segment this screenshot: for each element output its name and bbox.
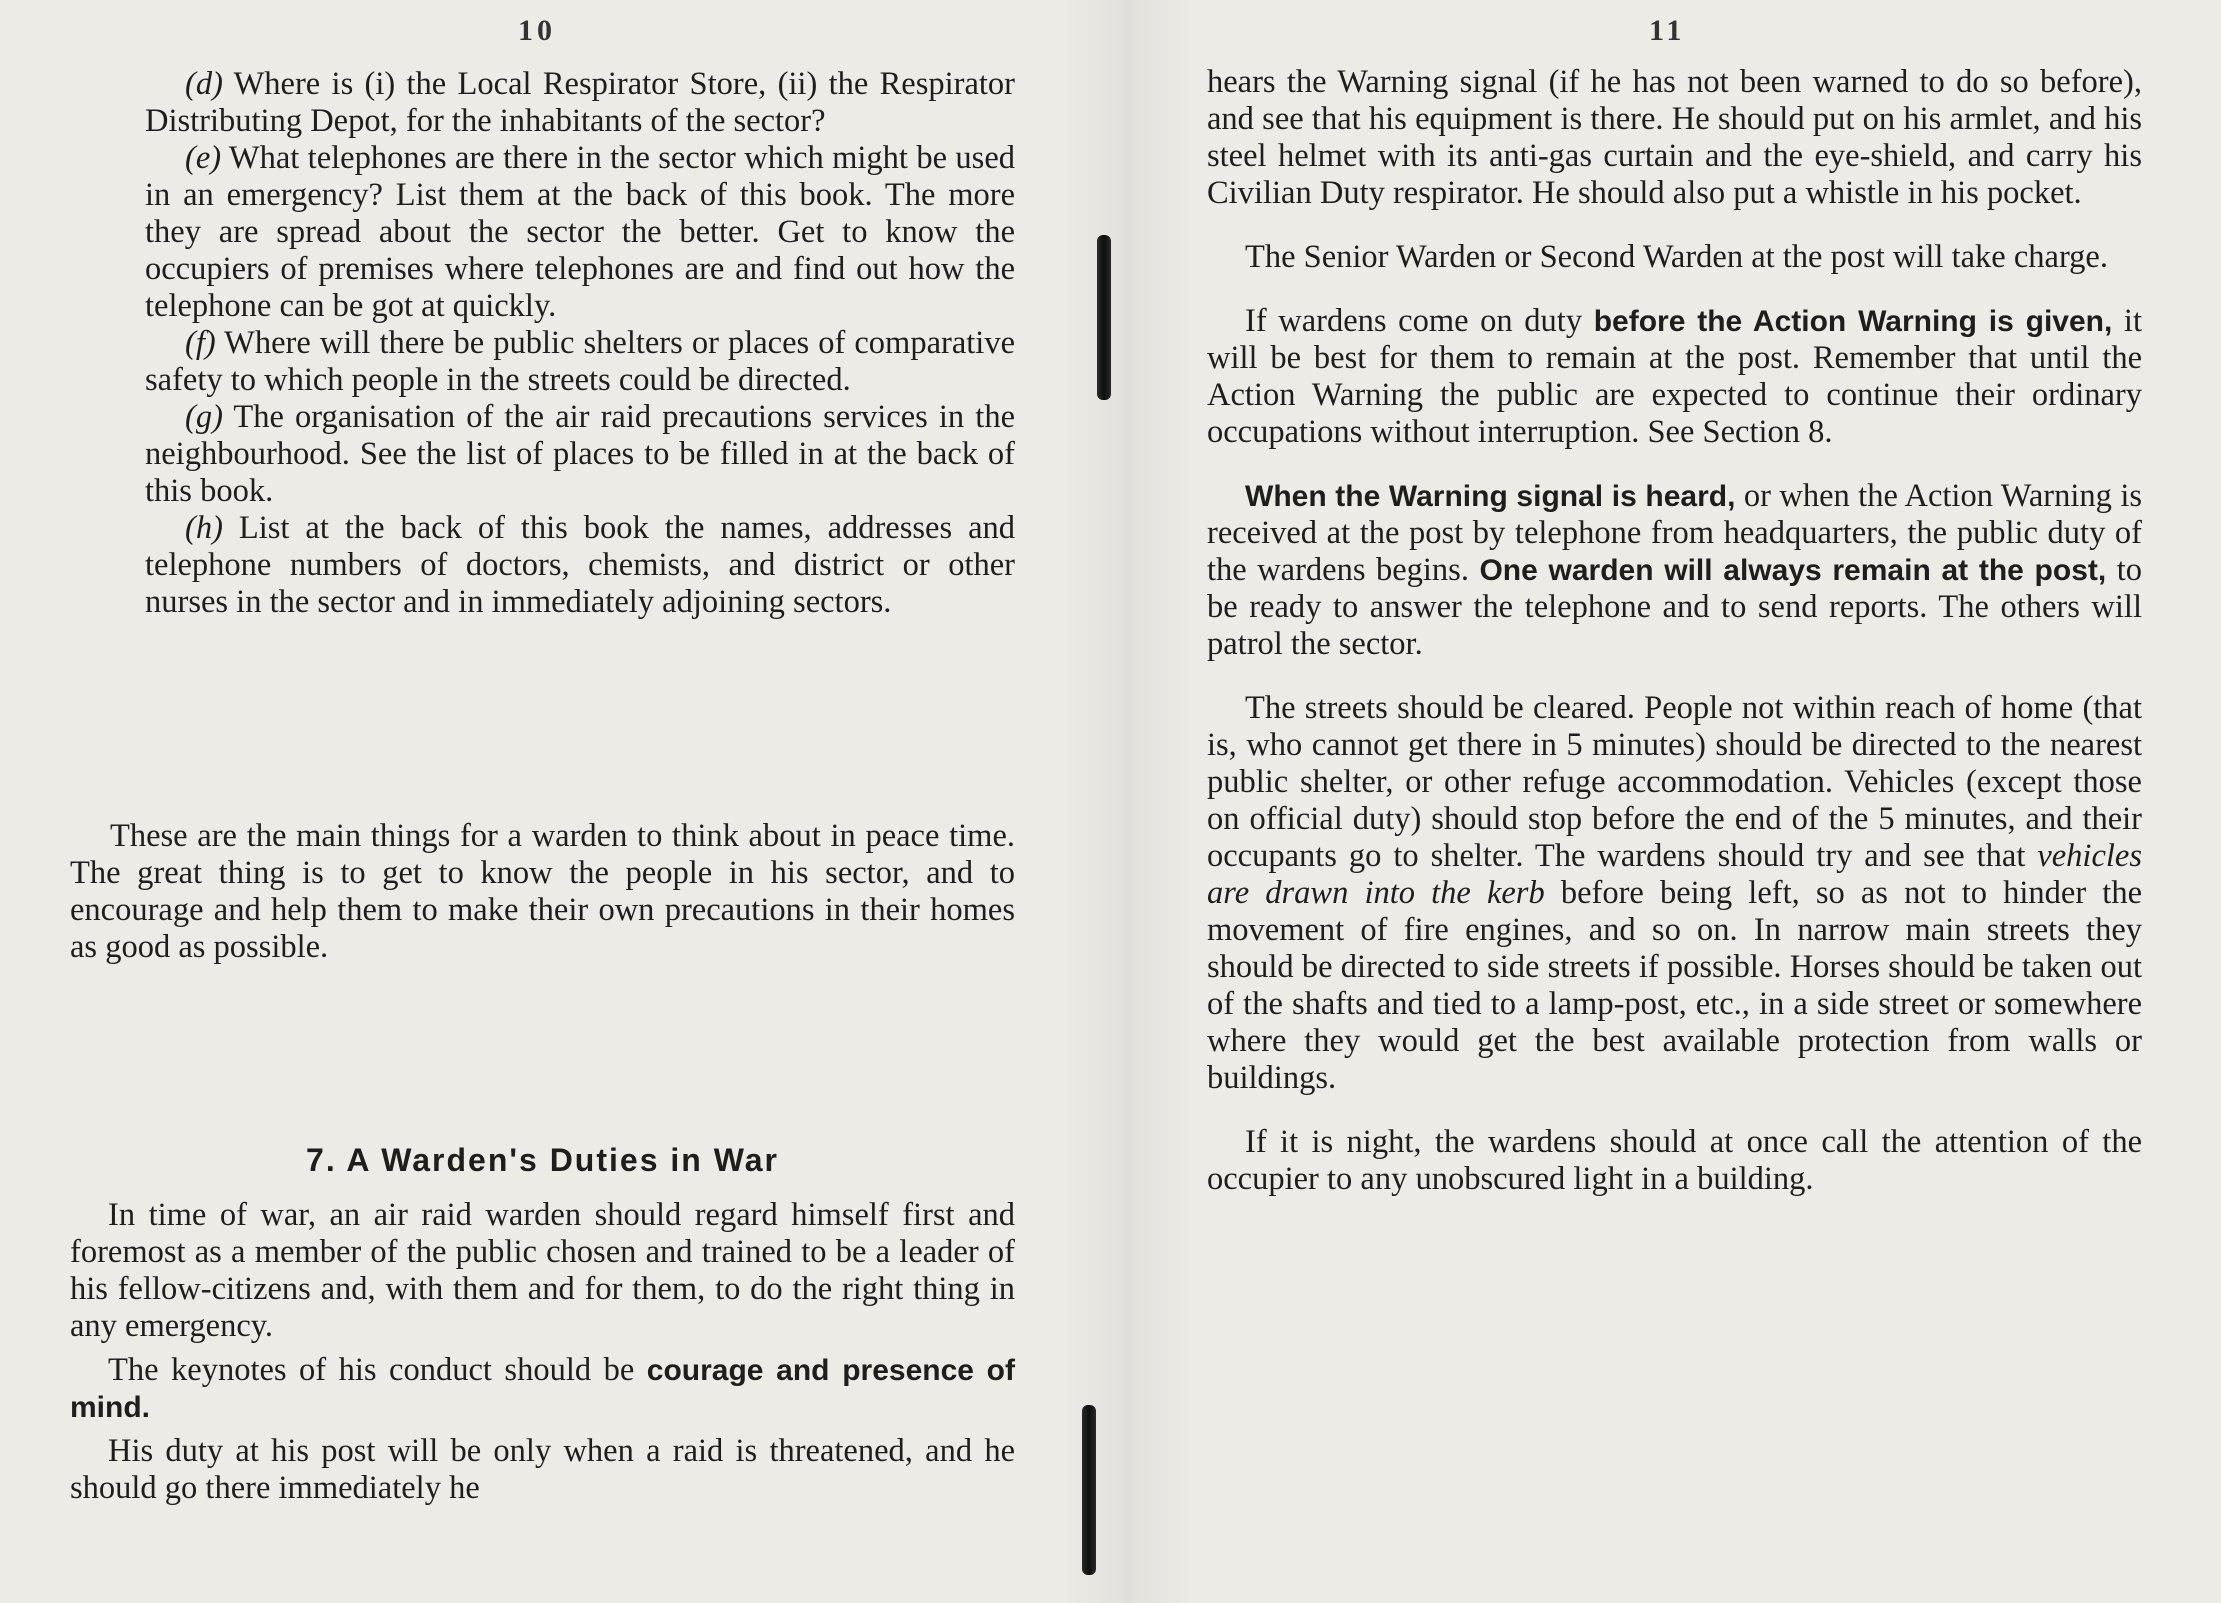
right-paragraph-4	[1207, 478, 2142, 663]
item-e-marker: (e)	[185, 140, 222, 176]
item-d-marker: (d)	[185, 66, 223, 102]
item-h	[145, 510, 1015, 621]
right-paragraph-5	[1207, 690, 2142, 1097]
item-d-text: Where is (i) the Local Respirator Store, (ii) the Respirator Distributing Depot, for the inhabitants of the sector?	[145, 66, 1015, 139]
right-paragraph-6: If it is night, the wardens should at once call the attention of the occupier to any unobscured light in a building.	[1207, 1124, 2142, 1197]
staple-top	[1097, 235, 1111, 400]
item-g	[145, 399, 1015, 510]
war-paragraph-3: His duty at his post will be only when a raid is threatened, and he should go there immediately he	[70, 1433, 1015, 1506]
war-paragraph-2-bold: courage and presence of mind.	[70, 1354, 1015, 1424]
right-paragraph-3-start: If wardens come on duty	[1245, 303, 1594, 339]
right-paragraph-4-end: to be ready to answer the telephone and to send reports. The others will patrol the sector.	[1207, 552, 2142, 662]
item-e	[145, 140, 1015, 325]
item-f	[145, 325, 1015, 399]
item-e-text: What telephones are there in the sector which might be used in an emergency? List them at the back of this book. The more they are spread about the sector the better. Get to know the occupiers of premises where telephones are and find out how the telephone can be got at quickly.	[145, 140, 1015, 324]
right-paragraph-2: The Senior Warden or Second Warden at the post will take charge.	[1245, 239, 2108, 275]
left-item-list	[145, 66, 1015, 621]
peace-time-summary: These are the main things for a warden to think about in peace time. The great thing is to get to know the people in his sector, and to encourage and help them to make their own precautions in their homes as good as possible.	[70, 818, 1015, 965]
war-duties-text	[70, 1197, 1015, 1514]
section-heading: 7. A Warden's Duties in War	[306, 1142, 779, 1178]
item-d	[145, 66, 1015, 140]
item-g-text: The organisation of the air raid precautions services in the neighbourhood. See the list of places to be filled in at the back of this book.	[145, 399, 1015, 509]
war-paragraph-2-start: The keynotes of his conduct should be	[108, 1352, 647, 1388]
item-h-marker: (h)	[185, 510, 223, 546]
right-paragraph-4-bold-2: One warden will always remain at the post,	[1479, 554, 2107, 587]
right-paragraph-5-end: before being left, so as not to hinder the movement of fire engines, and so on. In narrow main streets they should be directed to side streets if possible. Horses should be taken out of the shafts and tied to a lamp-post, etc., in a side street or somewhere where they would get the best available protection from walls or buildings.	[1207, 875, 2142, 1096]
right-paragraph-4-mid: or when the Action Warning is received at the post by telephone from headquarters, the public duty of the wardens begins.	[1207, 478, 2143, 588]
right-paragraph-3-bold: before the Action Warning is given,	[1593, 305, 2113, 338]
right-paragraph-5-italic: vehicles are drawn into the kerb	[1207, 838, 2142, 911]
right-page-text	[1207, 64, 2142, 1225]
right-paragraph-1: hears the Warning signal (if he has not been warned to do so before), and see that his equipment is there. He should put on his armlet, and his steel helmet with its anti-gas curtain and the eye-shield, and carry his Civilian Duty respirator. He should also put a whistle in his pocket.	[1207, 64, 2142, 211]
item-f-marker: (f)	[185, 325, 216, 361]
war-paragraph-1: In time of war, an air raid warden should regard himself first and foremost as a member of the public chosen and trained to be a leader of his fellow-citizens and, with them and for them, to do the right thing in any emergency.	[70, 1197, 1015, 1344]
right-page-number: 11	[1649, 14, 1686, 47]
war-paragraph-2	[70, 1352, 1015, 1426]
left-page-number: 10	[518, 14, 556, 47]
item-h-text: List at the back of this book the names, addresses and telephone numbers of doctors, chemists, and district or other nurses in the sector and in immediately adjoining sectors.	[145, 510, 1015, 620]
right-paragraph-3	[1207, 303, 2142, 451]
right-paragraph-4-bold-1: When the Warning signal is heard,	[1245, 480, 1736, 513]
right-paragraph-3-end: it will be best for them to remain at the post. Remember that until the Action Warning the public are expected to continue their ordinary occupations without interruption. See Section 8.	[1207, 303, 2142, 450]
item-f-text: Where will there be public shelters or places of comparative safety to which people in the streets could be directed.	[145, 325, 1015, 398]
item-g-marker: (g)	[185, 399, 223, 435]
right-paragraph-5-start: The streets should be cleared. People not within reach of home (that is, who cannot get there in 5 minutes) should be directed to the nearest public shelter, or other refuge accommodation. Vehicles (except those on official duty) should stop before the end of the 5 minutes, and their occupants go to shelter. The wardens should try and see that	[1207, 690, 2142, 874]
